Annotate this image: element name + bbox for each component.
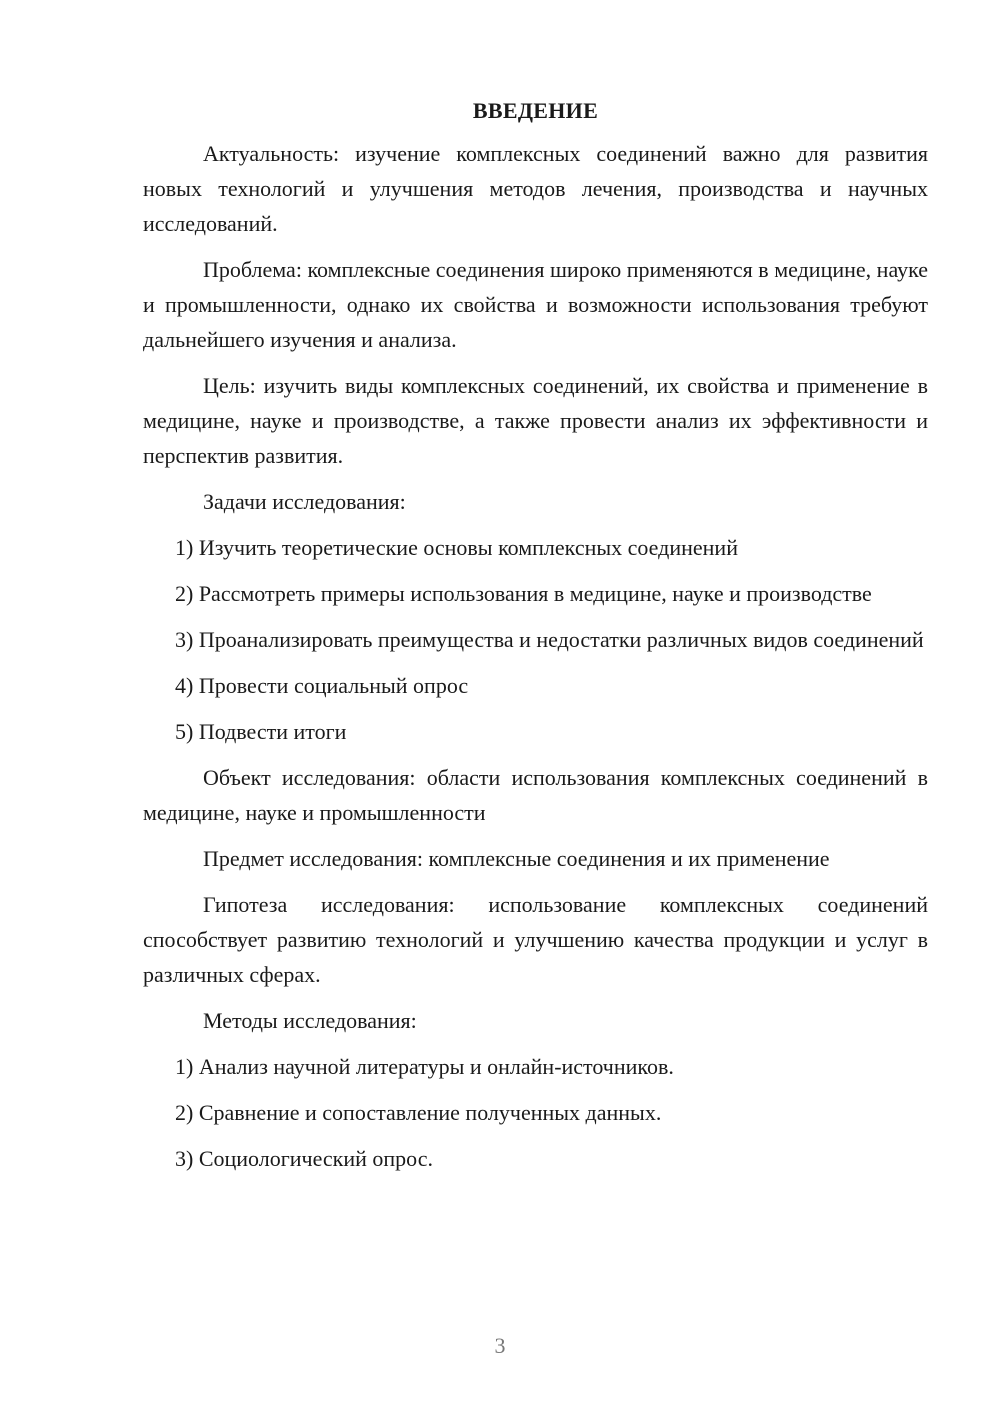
method-item: 2) Сравнение и сопоставление полученных данных. — [175, 1100, 662, 1125]
tasks-heading: Задачи исследования: — [203, 489, 406, 514]
task-item: 4) Провести социальный опрос — [175, 673, 469, 698]
method-item: 1) Анализ научной литературы и онлайн-источников. — [175, 1054, 674, 1079]
document-body — [143, 94, 928, 1187]
task-item: 3) Проанализировать преимущества и недостатки различных видов соединений — [175, 627, 924, 652]
goal-paragraph: Цель: изучить виды комплексных соединений, их свойства и применение в медицине, науке и производстве, а также провести анализ их эффективности и перспектив развития. — [143, 373, 928, 468]
task-item: 5) Подвести итоги — [175, 719, 347, 744]
methods-heading: Методы исследования: — [203, 1008, 417, 1033]
method-item: 3) Социологический опрос. — [175, 1146, 433, 1171]
task-item: 1) Изучить теоретические основы комплексных соединений — [175, 535, 738, 560]
page-number: 3 — [494, 1333, 506, 1358]
problem-paragraph: Проблема: комплексные соединения широко применяются в медицине, науке и промышленности, однако их свойства и возможности использования требуют дальнейшего изучения и анализа. — [143, 257, 928, 352]
subject-paragraph: Предмет исследования: комплексные соединения и их применение — [203, 846, 830, 871]
section-title: ВВЕДЕНИЕ — [472, 98, 599, 123]
task-item: 2) Рассмотреть примеры использования в медицине, науке и производстве — [175, 581, 872, 606]
relevance-paragraph: Актуальность: изучение комплексных соединений важно для развития новых технологий и улучшения методов лечения, производства и научных исследований. — [143, 141, 928, 236]
object-paragraph: Объект исследования: области использования комплексных соединений в медицине, науке и промышленности — [143, 765, 928, 825]
hypothesis-paragraph: Гипотеза исследования: использование комплексных соединений способствует развитию технологий и улучшению качества продукции и услуг в различных сферах. — [143, 892, 928, 987]
